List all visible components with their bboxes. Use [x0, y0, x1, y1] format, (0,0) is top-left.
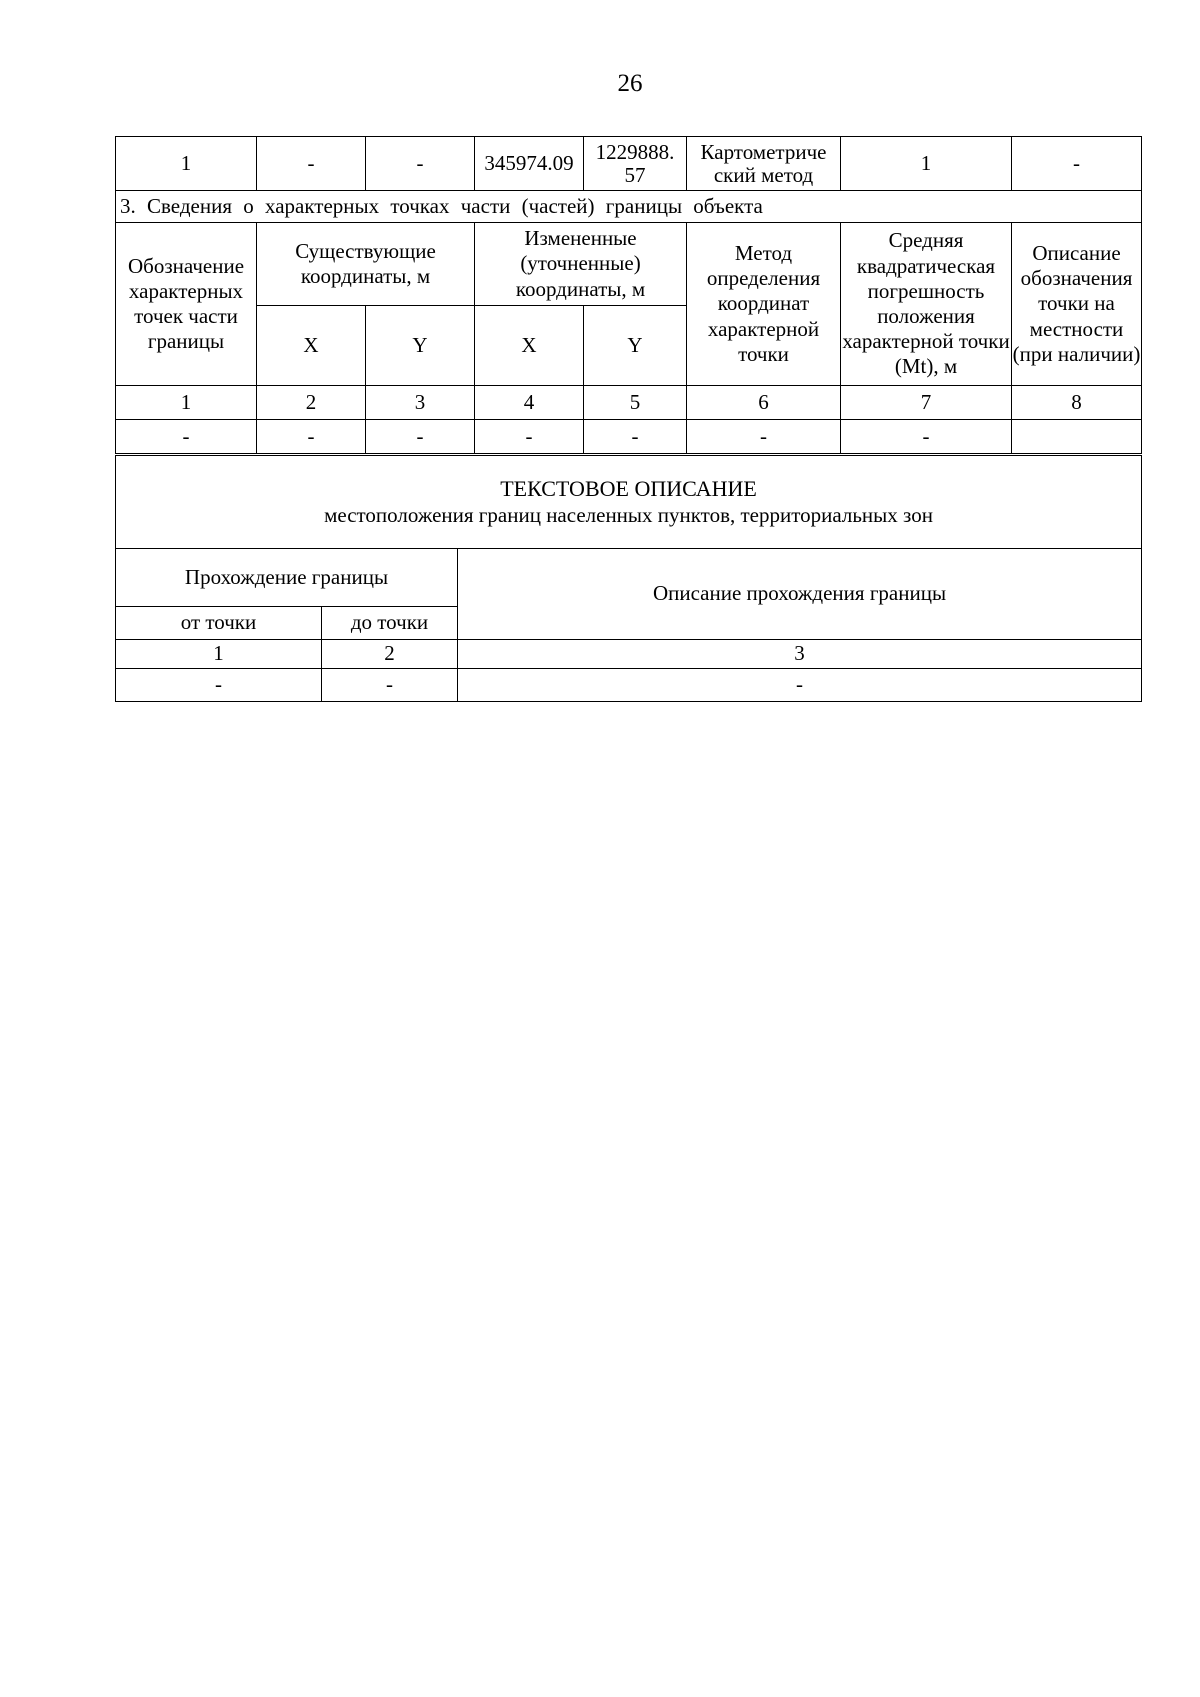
header-row — [116, 223, 1142, 306]
table-cell: 345974.09 — [475, 137, 584, 191]
table-cell: - — [687, 420, 841, 454]
table-cell: - — [116, 669, 322, 702]
passage-description-header: Описание прохождения границы — [458, 549, 1142, 640]
title-row — [116, 456, 1142, 549]
table-cell: 4 — [475, 386, 584, 420]
table-cell: 1 — [116, 386, 257, 420]
table-cell: 3 — [458, 640, 1142, 669]
header-cell: Измененные (уточненные) координаты, м — [475, 223, 687, 306]
to-point-header: до точки — [322, 607, 458, 640]
table-cell: - — [257, 420, 366, 454]
header-cell: Обозначение характерных точек части границы — [116, 223, 257, 386]
section-title: 3. Сведения о характерных точках части (частей) границы объекта — [116, 191, 1142, 223]
table-cell: 1 — [116, 640, 322, 669]
table-row — [116, 191, 1142, 223]
table-cell: - — [1012, 137, 1142, 191]
table-cell: 1229888. 57 — [584, 137, 687, 191]
table-cell: 5 — [584, 386, 687, 420]
header-cell: X — [475, 306, 584, 386]
table-row — [116, 669, 1142, 702]
table-cell: - — [366, 137, 475, 191]
table-cell: - — [366, 420, 475, 454]
table-cell: 1 — [841, 137, 1012, 191]
from-point-header: от точки — [116, 607, 322, 640]
header-cell: Y — [366, 306, 475, 386]
text-description-block — [116, 456, 1142, 549]
header-cell: X — [257, 306, 366, 386]
table-row — [116, 420, 1142, 454]
table-cell: - — [458, 669, 1142, 702]
table-row — [116, 137, 1142, 191]
passage-header: Прохождение границы — [116, 549, 458, 607]
numbers-row — [116, 386, 1142, 420]
table-cell: - — [116, 420, 257, 454]
table-cell: - — [475, 420, 584, 454]
boundary-description-table — [115, 455, 1142, 702]
header-cell: Y — [584, 306, 687, 386]
text-description-subtitle: местоположения границ населенных пунктов, территориальных зон — [324, 502, 933, 527]
table-cell: - — [257, 137, 366, 191]
header-cell: Существующие координаты, м — [257, 223, 475, 306]
table-cell — [1012, 420, 1142, 454]
table-cell: 1 — [116, 137, 257, 191]
table-cell: 2 — [322, 640, 458, 669]
text-description-title: ТЕКСТОВОЕ ОПИСАНИЕ — [500, 476, 757, 502]
header-cell: Описание обозначения точки на местности (при наличии) — [1012, 223, 1142, 386]
table-cell: 2 — [257, 386, 366, 420]
header-cell: Средняя квадратическая погрешность положения характерной точки (Mt), м — [841, 223, 1012, 386]
table-cell: Картометриче ский метод — [687, 137, 841, 191]
table-cell: - — [841, 420, 1012, 454]
header-row — [116, 549, 1142, 607]
table-cell: 7 — [841, 386, 1012, 420]
page-number: 26 — [617, 70, 643, 97]
table-cell: - — [584, 420, 687, 454]
table-cell: 8 — [1012, 386, 1142, 420]
table-cell: - — [322, 669, 458, 702]
header-cell: Метод определения координат характерной точки — [687, 223, 841, 386]
table-cell: 3 — [366, 386, 475, 420]
numbers-row — [116, 640, 1142, 669]
characteristic-points-table — [115, 136, 1142, 454]
table-cell: 6 — [687, 386, 841, 420]
